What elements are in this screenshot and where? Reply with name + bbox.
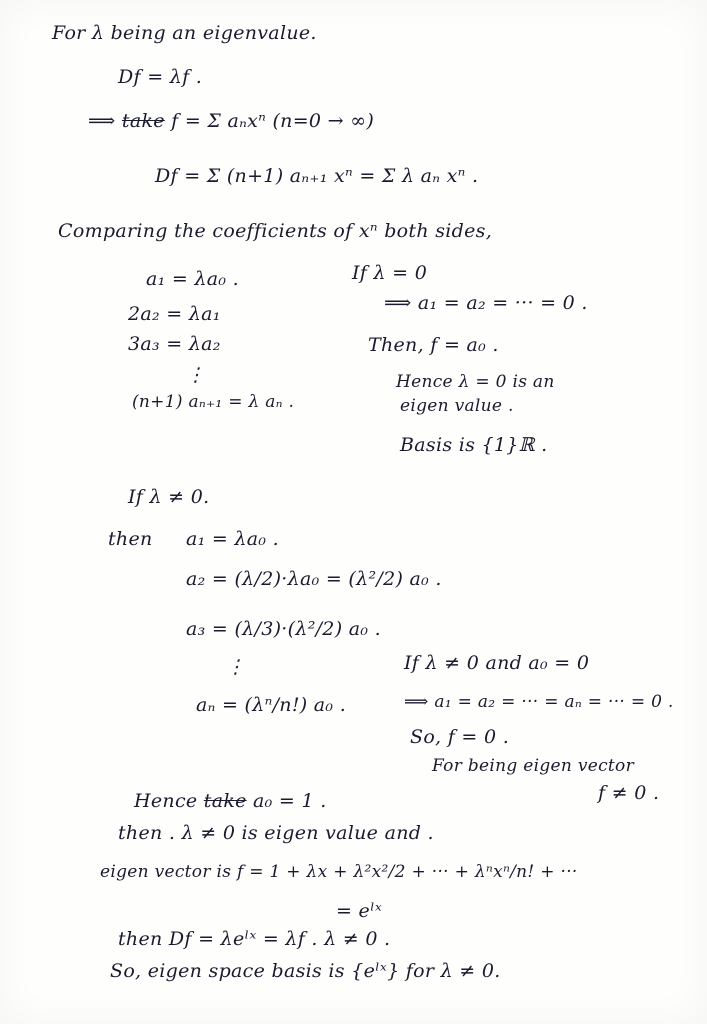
df-check: then Df = λeˡˣ = λf . λ ≠ 0 . bbox=[118, 928, 391, 950]
vertical-dots-2: ⋮ bbox=[226, 656, 246, 678]
eq-a1-nonzero: a₁ = λa₀ . bbox=[186, 528, 280, 550]
equals-exponential: = eˡˣ bbox=[336, 900, 383, 922]
eigen-value-label: eigen value . bbox=[400, 396, 514, 416]
for-eigen-vector: For being eigen vector bbox=[432, 756, 635, 776]
eq-an-general: aₙ = (λⁿ/n!) a₀ . bbox=[196, 694, 347, 716]
eq-a3-nonzero: a₃ = (λ/3)·(λ²/2) a₀ . bbox=[186, 618, 381, 640]
line-df-eq-lambda-f: Df = λf . bbox=[118, 66, 203, 88]
then-label: then bbox=[108, 528, 153, 550]
eigen-space-basis: So, eigen space basis is {eˡˣ} for λ ≠ 0. bbox=[110, 960, 501, 982]
eq-recurrence: (n+1) aₙ₊₁ = λ aₙ . bbox=[132, 392, 295, 412]
hence-label: Hence bbox=[134, 790, 204, 812]
eq-a2: 2a₂ = λa₁ bbox=[128, 303, 221, 325]
coefficients-zero: ⟹ a₁ = a₂ = ··· = 0 . bbox=[384, 292, 588, 314]
line-df-series: Df = Σ (n+1) aₙ₊₁ xⁿ = Σ λ aₙ xⁿ . bbox=[155, 165, 479, 187]
struck-take: take bbox=[121, 110, 165, 132]
line-eigenvalue-intro: For λ being an eigenvalue. bbox=[52, 22, 317, 44]
line-take-series bbox=[88, 110, 374, 132]
eq-a2-nonzero: a₂ = (λ/2)·λa₀ = (λ²/2) a₀ . bbox=[186, 568, 442, 590]
case-a0-zero: If λ ≠ 0 and a₀ = 0 bbox=[404, 652, 590, 674]
implies-symbol: ⟹ bbox=[88, 110, 122, 132]
eq-a1: a₁ = λa₀ . bbox=[146, 268, 240, 290]
lambda-nonzero-eigenvalue: then . λ ≠ 0 is eigen value and . bbox=[118, 822, 434, 844]
struck-take-2: take bbox=[203, 790, 247, 812]
hence-take-a0 bbox=[134, 790, 327, 812]
line-comparing-coefficients: Comparing the coefficients of xⁿ both sides, bbox=[58, 220, 493, 242]
case-lambda-nonzero: If λ ≠ 0. bbox=[128, 486, 210, 508]
all-coefficients-zero: ⟹ a₁ = a₂ = ··· = aₙ = ··· = 0 . bbox=[404, 692, 674, 712]
basis-statement: Basis is {1}ℝ . bbox=[400, 434, 548, 456]
then-f-a0: Then, f = a₀ . bbox=[368, 334, 499, 356]
case-lambda-zero: If λ = 0 bbox=[352, 262, 428, 284]
eigen-vector-series: eigen vector is f = 1 + λx + λ²x²/2 + ··· + λⁿxⁿ/n! + ··· bbox=[100, 862, 578, 882]
so-f-zero: So, f = 0 . bbox=[410, 726, 510, 748]
a0-equals-one: a₀ = 1 . bbox=[246, 790, 327, 812]
f-nonzero: f ≠ 0 . bbox=[598, 782, 660, 804]
eq-a3: 3a₃ = λa₂ bbox=[128, 333, 221, 355]
series-definition: f = Σ aₙxⁿ (n=0 → ∞) bbox=[164, 110, 375, 132]
hence-lambda-zero: Hence λ = 0 is an bbox=[396, 372, 555, 392]
vertical-dots: ⋮ bbox=[186, 364, 206, 386]
